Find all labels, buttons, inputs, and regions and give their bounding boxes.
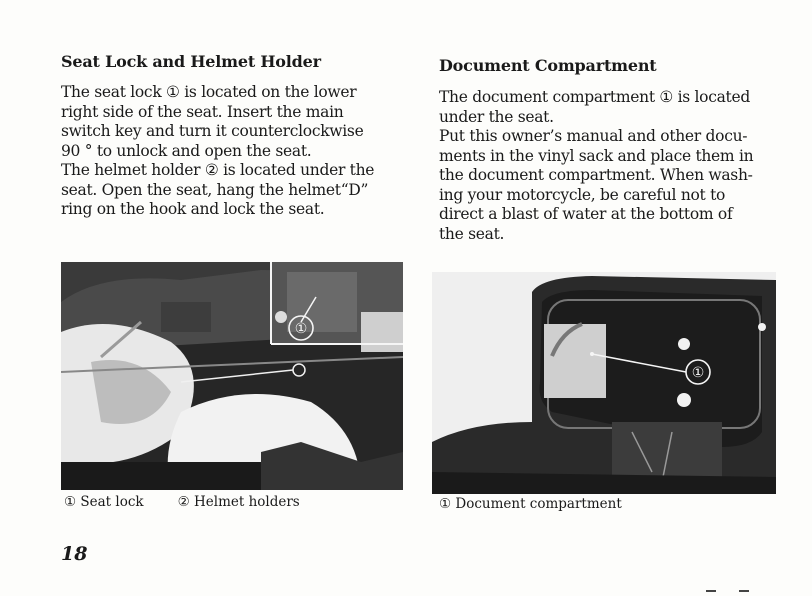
caption-helmet-holders: ② Helmet holders <box>177 494 300 510</box>
text-line: 90 ° to unlock and open the seat. <box>61 141 312 160</box>
text-line: direct a blast of water at the bottom of <box>439 205 733 223</box>
right-section-heading: Document Compartment <box>439 56 657 75</box>
text-line: switch key and turn it counterclockwise <box>61 122 364 140</box>
photo-callout-1: ① <box>294 321 308 337</box>
text-line: ing your motorcycle, be careful not to <box>439 185 726 204</box>
seat-lock-photo <box>61 262 403 490</box>
text-line: the document compartment. When wash- <box>439 166 753 184</box>
text-line: right side of the seat. Insert the main <box>61 102 344 121</box>
right-section-body <box>439 88 777 244</box>
text-line: ments in the vinyl sack and place them in <box>439 146 754 165</box>
divider <box>706 590 716 592</box>
text-line: The document compartment ① is located <box>439 88 750 106</box>
text-line: The seat lock ① is located on the lower <box>61 83 357 101</box>
divider <box>739 590 749 592</box>
page-number: 18 <box>61 543 88 565</box>
document-compartment-photo <box>432 272 776 494</box>
text-line: ring on the hook and lock the seat. <box>61 200 325 218</box>
text-line: Put this owner’s manual and other docu- <box>439 127 748 145</box>
text-line: The helmet holder ② is located under the <box>61 161 375 179</box>
caption-seat-lock: ① Seat lock <box>64 494 144 510</box>
photo-callout-1: ① <box>691 365 705 381</box>
text-line: the seat. <box>439 224 505 243</box>
right-photo-caption <box>439 496 622 512</box>
text-line: seat. Open the seat, hang the helmet“D” <box>61 180 369 199</box>
left-section-heading: Seat Lock and Helmet Holder <box>61 52 321 71</box>
left-section-body <box>61 83 400 220</box>
caption-document-compartment: ① Document compartment <box>439 496 622 512</box>
left-photo-caption <box>64 494 300 510</box>
text-line: under the seat. <box>439 107 554 126</box>
